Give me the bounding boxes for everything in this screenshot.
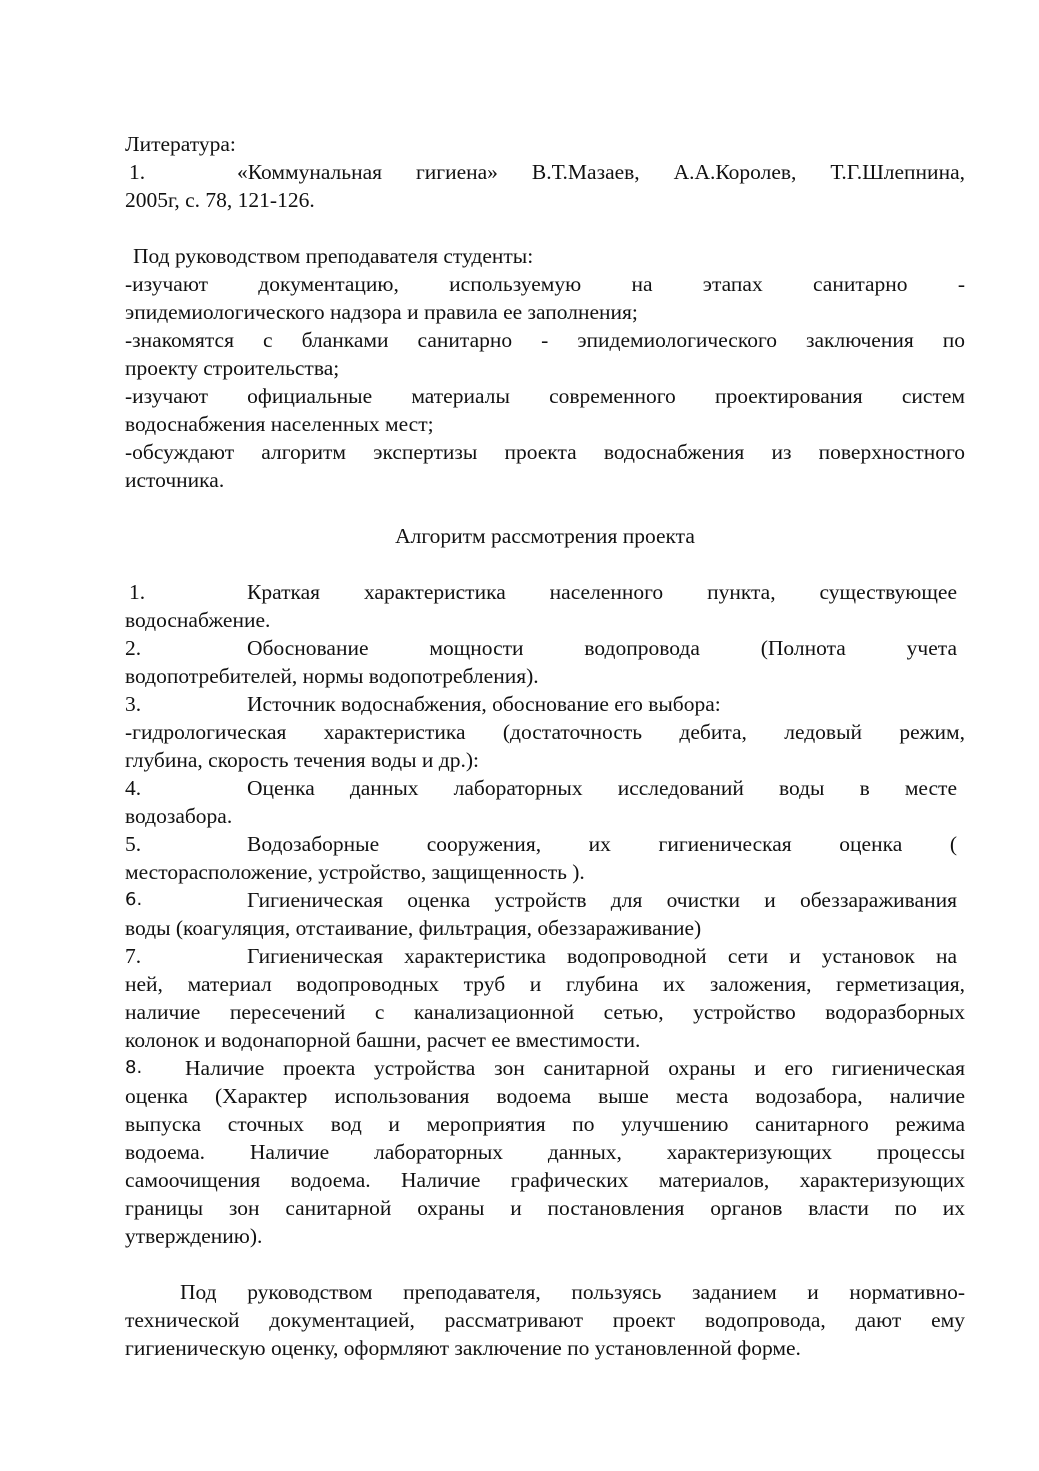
literature-item-line: 2005г, с. 78, 121-126. (125, 188, 315, 212)
algorithm-item-line: выпуска сточных вод и мероприятия по улучшению санитарного режима (125, 1112, 965, 1136)
algorithm-item-number: 3. (125, 692, 142, 716)
algorithm-item (125, 886, 957, 914)
algorithm-title: Алгоритм рассмотрения проекта (395, 524, 695, 548)
document-page (125, 130, 965, 1362)
algorithm-item-line: колонок и водонапорной башни, расчет ее вместимости. (125, 1028, 641, 1052)
literature-heading: Литература: (125, 132, 236, 156)
algorithm-item-line: глубина, скорость течения воды и др.): (125, 748, 479, 772)
intro-bullet-line: -обсуждают алгоритм экспертизы проекта водоснабжения из поверхностного (125, 440, 965, 464)
algorithm-item-line: наличие пересечений с канализационной сетью, устройство водоразборных (125, 1000, 965, 1024)
intro-bullet-line: -знакомятся с бланками санитарно - эпидемиологического заключения по (125, 328, 965, 352)
closing-line: гигиеническую оценку, оформляют заключение по установленной форме. (125, 1336, 801, 1360)
algorithm-item-line: Гигиеническая оценка устройств для очистки и обеззараживания (247, 888, 957, 912)
algorithm-item-line: Оценка данных лабораторных исследований воды в месте (247, 776, 957, 800)
algorithm-item (125, 634, 957, 662)
algorithm-item-line: Обоснование мощности водопровода (Полнота учета (247, 636, 957, 660)
algorithm-item (125, 690, 957, 718)
algorithm-item-line: границы зон санитарной охраны и постановления органов власти по их (125, 1196, 965, 1220)
algorithm-item-line: Краткая характеристика населенного пункта, существующее (247, 580, 957, 604)
closing-line: Под руководством преподавателя, пользуясь заданием и нормативно- (180, 1280, 965, 1304)
intro-bullet-line: источника. (125, 468, 225, 492)
literature-item-number: 1. (129, 160, 146, 184)
algorithm-item-line: Гигиеническая характеристика водопроводной сети и установок на (247, 944, 957, 968)
algorithm-item-line: водоснабжение. (125, 608, 271, 632)
algorithm-item-number: 6. (125, 889, 143, 910)
algorithm-item-line: самоочищения водоема. Наличие графических материалов, характеризующих (125, 1168, 965, 1192)
closing-line: технической документацией, рассматривают проект водопровода, дают ему (125, 1308, 965, 1332)
algorithm-item-line: оценка (Характер использования водоема выше места водозабора, наличие (125, 1084, 965, 1108)
algorithm-item-line: воды (коагуляция, отстаивание, фильтрация, обеззараживание) (125, 916, 702, 940)
algorithm-item-line: ней, материал водопроводных труб и глубина их заложения, герметизация, (125, 972, 965, 996)
algorithm-item-number: 4. (125, 776, 142, 800)
algorithm-item-number: 7. (125, 944, 142, 968)
intro-bullet-line: проекту строительства; (125, 356, 340, 380)
algorithm-item-line: утверждению). (125, 1224, 263, 1248)
algorithm-item (125, 578, 957, 606)
algorithm-item-number: 2. (125, 636, 142, 660)
algorithm-item (125, 1054, 965, 1082)
intro-bullet-line: -изучают документацию, используемую на этапах санитарно - (125, 272, 965, 296)
intro-bullet-line: водоснабжения населенных мест; (125, 412, 434, 436)
algorithm-item-line: Водозаборные сооружения, их гигиеническая оценка ( (247, 832, 957, 856)
algorithm-item (125, 774, 957, 802)
algorithm-item-line: месторасположение, устройство, защищенность ). (125, 860, 585, 884)
algorithm-item-line: водозабора. (125, 804, 233, 828)
algorithm-item (125, 942, 957, 970)
intro-bullet-line: -изучают официальные материалы современного проектирования систем (125, 384, 965, 408)
intro-lead: Под руководством преподавателя студенты: (133, 244, 534, 268)
algorithm-item-number: 1. (129, 580, 146, 604)
algorithm-item-line: водопотребителей, нормы водопотребления). (125, 664, 539, 688)
algorithm-item-line: -гидрологическая характеристика (достаточность дебита, ледовый режим, (125, 720, 965, 744)
literature-item-line: «Коммунальная гигиена» В.Т.Мазаев, А.А.Королев, Т.Г.Шлепнина, (237, 160, 965, 184)
algorithm-item-line: водоема. Наличие лабораторных данных, характеризующих процессы (125, 1140, 965, 1164)
algorithm-item-number: 5. (125, 832, 142, 856)
algorithm-item (125, 830, 957, 858)
algorithm-item-number: 8. (125, 1057, 143, 1078)
algorithm-item-line: Источник водоснабжения, обоснование его выбора: (247, 692, 721, 716)
intro-bullet-line: эпидемиологического надзора и правила ее заполнения; (125, 300, 638, 324)
algorithm-item-line: Наличие проекта устройства зон санитарной охраны и его гигиеническая (185, 1056, 965, 1080)
literature-item (125, 158, 965, 186)
